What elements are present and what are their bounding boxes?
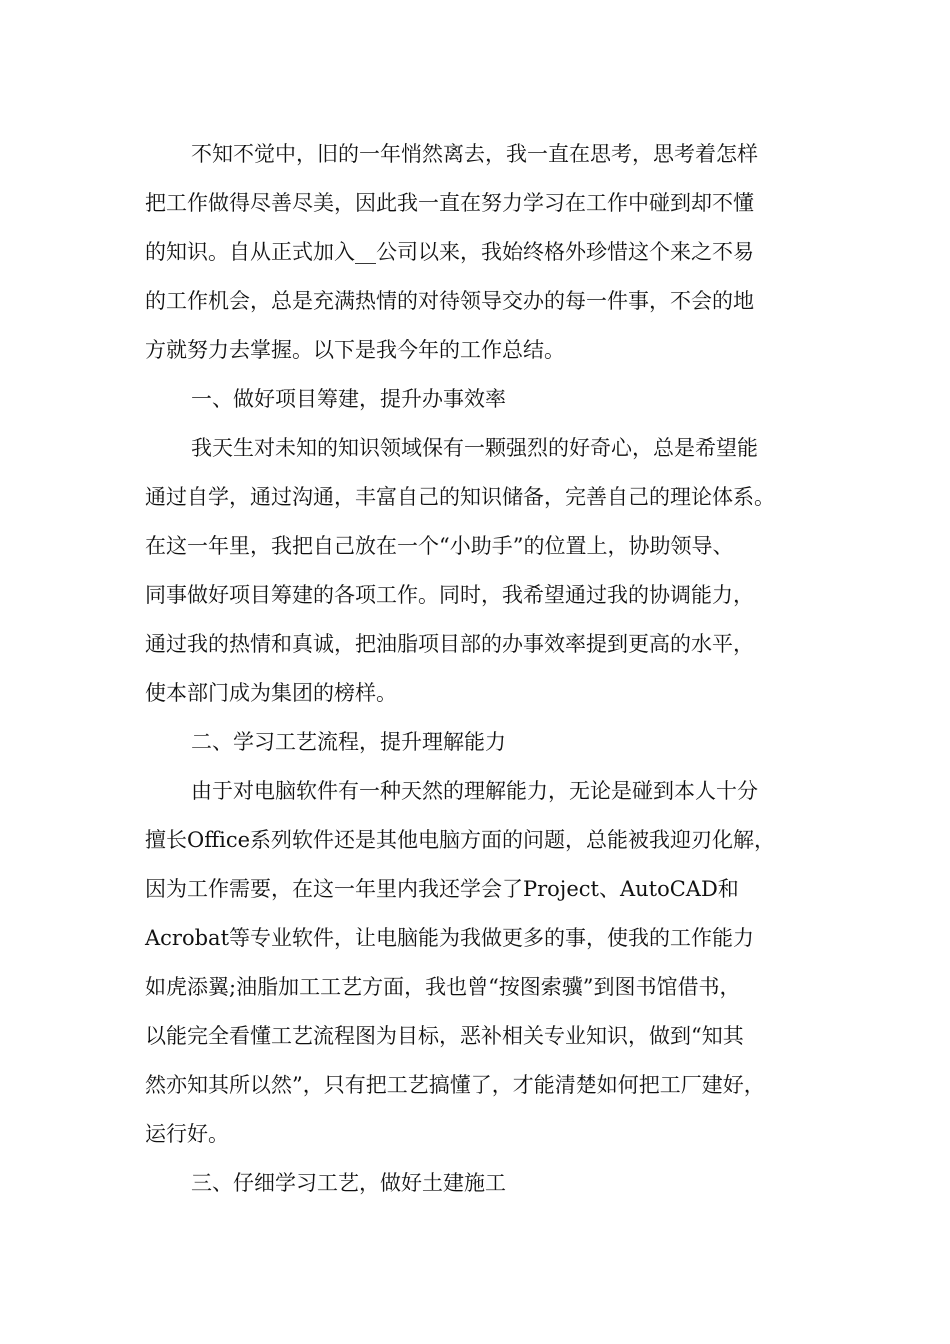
- text-line: 把工作做得尽善尽美，因此我一直在努力学习在工作中碰到却不懂: [145, 191, 754, 215]
- text-line: 以能完全看懂工艺流程图为目标，恶补相关专业知识，做到“知其: [145, 1024, 744, 1048]
- text-line: 的知识。自从正式加入__公司以来，我始终格外珍惜这个来之不易: [145, 240, 754, 264]
- text-line: 同事做好项目筹建的各项工作。同时，我希望通过我的协调能力，: [145, 583, 754, 607]
- text-line: Acrobat等专业软件，让电脑能为我做更多的事，使我的工作能力: [145, 926, 755, 950]
- text-line: 方就努力去掌握。以下是我今年的工作总结。: [145, 338, 565, 362]
- heading-line: 一、做好项目筹建，提升办事效率: [191, 387, 506, 411]
- text-line: 擅长Office系列软件还是其他电脑方面的问题，总能被我迎刃化解，: [145, 828, 776, 852]
- text-line: 使本部门成为集团的榜样。: [145, 681, 397, 705]
- text-line: 的工作机会，总是充满热情的对待领导交办的每一件事，不会的地: [145, 289, 754, 313]
- paragraph-section-1: [145, 424, 825, 718]
- text-line: 运行好。: [145, 1122, 229, 1146]
- text-line: 通过我的热情和真诚，把油脂项目部的办事效率提到更高的水平，: [145, 632, 754, 656]
- paragraph-section-2: [145, 767, 825, 1159]
- section-heading-1: [145, 375, 825, 424]
- heading-line: 三、仔细学习工艺，做好土建施工: [191, 1171, 506, 1195]
- document-body: [145, 130, 825, 1208]
- section-heading-2: [145, 718, 825, 767]
- heading-line: 二、学习工艺流程，提升理解能力: [191, 730, 506, 754]
- text-line: 在这一年里，我把自己放在一个“小助手”的位置上，协助领导、: [145, 534, 734, 558]
- text-line: 如虎添翼;油脂加工工艺方面，我也曾“按图索骥”到图书馆借书，: [145, 975, 741, 999]
- text-line: 不知不觉中，旧的一年悄然离去，我一直在思考，思考着怎样: [191, 142, 758, 166]
- text-line: 通过自学，通过沟通，丰富自己的知识储备，完善自己的理论体系。: [145, 485, 775, 509]
- text-line: 然亦知其所以然”，只有把工艺搞懂了，才能清楚如何把工厂建好，: [145, 1073, 765, 1097]
- text-line: 因为工作需要，在这一年里内我还学会了Project、AutoCAD和: [145, 877, 739, 901]
- text-line: 我天生对未知的知识领域保有一颗强烈的好奇心，总是希望能: [191, 436, 758, 460]
- paragraph-intro: [145, 130, 825, 375]
- text-line: 由于对电脑软件有一种天然的理解能力，无论是碰到本人十分: [191, 779, 758, 803]
- section-heading-3: [145, 1159, 825, 1208]
